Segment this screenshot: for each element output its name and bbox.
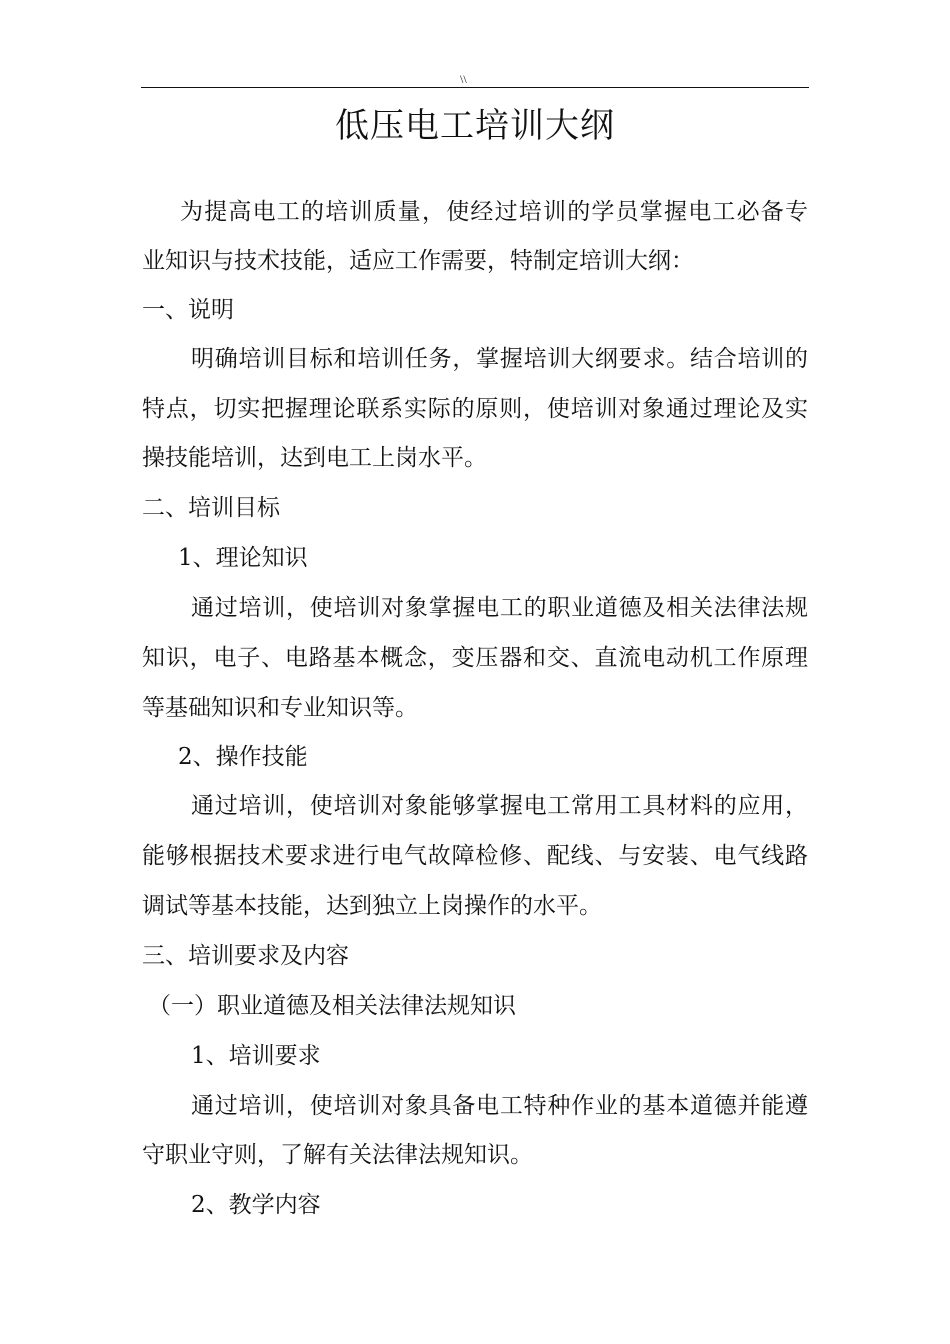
- theory-line-2: 知识，电子、电路基本概念，变压器和交、直流电动机工作原理: [142, 645, 808, 671]
- section-heading-goals: 二、培训目标: [142, 495, 280, 521]
- skills-line-2: 能够根据技术要求进行电气故障检修、配线、与安装、电气线路: [142, 843, 808, 869]
- skills-line-3: 调试等基本技能，达到独立上岗操作的水平。: [142, 893, 602, 919]
- theory-line-3: 等基础知识和专业知识等。: [142, 695, 418, 721]
- header-rule: [141, 87, 809, 88]
- intro-line-1: 为提高电工的培训质量，使经过培训的学员掌握电工必备专: [180, 199, 808, 225]
- ethics-line-2: 守职业守则，了解有关法律法规知识。: [142, 1142, 533, 1168]
- subheading-teaching-content: 2、教学内容: [191, 1192, 321, 1218]
- section-heading-explanation: 一、说明: [142, 297, 234, 323]
- subheading-training-requirements: 1、培训要求: [191, 1043, 321, 1069]
- ethics-line-1: 通过培训，使培训对象具备电工特种作业的基本道德并能遵: [191, 1093, 808, 1119]
- skills-line-1: 通过培训，使培训对象能够掌握电工常用工具材料的应用，: [191, 793, 808, 819]
- explanation-line-2: 特点，切实把握理论联系实际的原则，使培训对象通过理论及实: [142, 396, 808, 422]
- document-title: 低压电工培训大纲: [335, 106, 615, 146]
- intro-line-2: 业知识与技术技能，适应工作需要，特制定培训大纲：: [142, 248, 694, 274]
- header-mark: \\: [460, 72, 467, 86]
- explanation-line-1: 明确培训目标和培训任务，掌握培训大纲要求。结合培训的: [191, 346, 808, 372]
- part-heading-ethics: （一）职业道德及相关法律法规知识: [148, 993, 516, 1019]
- section-heading-requirements: 三、培训要求及内容: [142, 943, 349, 969]
- subheading-skills: 2、操作技能: [178, 744, 308, 770]
- explanation-line-3: 操技能培训，达到电工上岗水平。: [142, 445, 487, 471]
- subheading-theory: 1、理论知识: [178, 545, 308, 571]
- theory-line-1: 通过培训，使培训对象掌握电工的职业道德及相关法律法规: [191, 595, 808, 621]
